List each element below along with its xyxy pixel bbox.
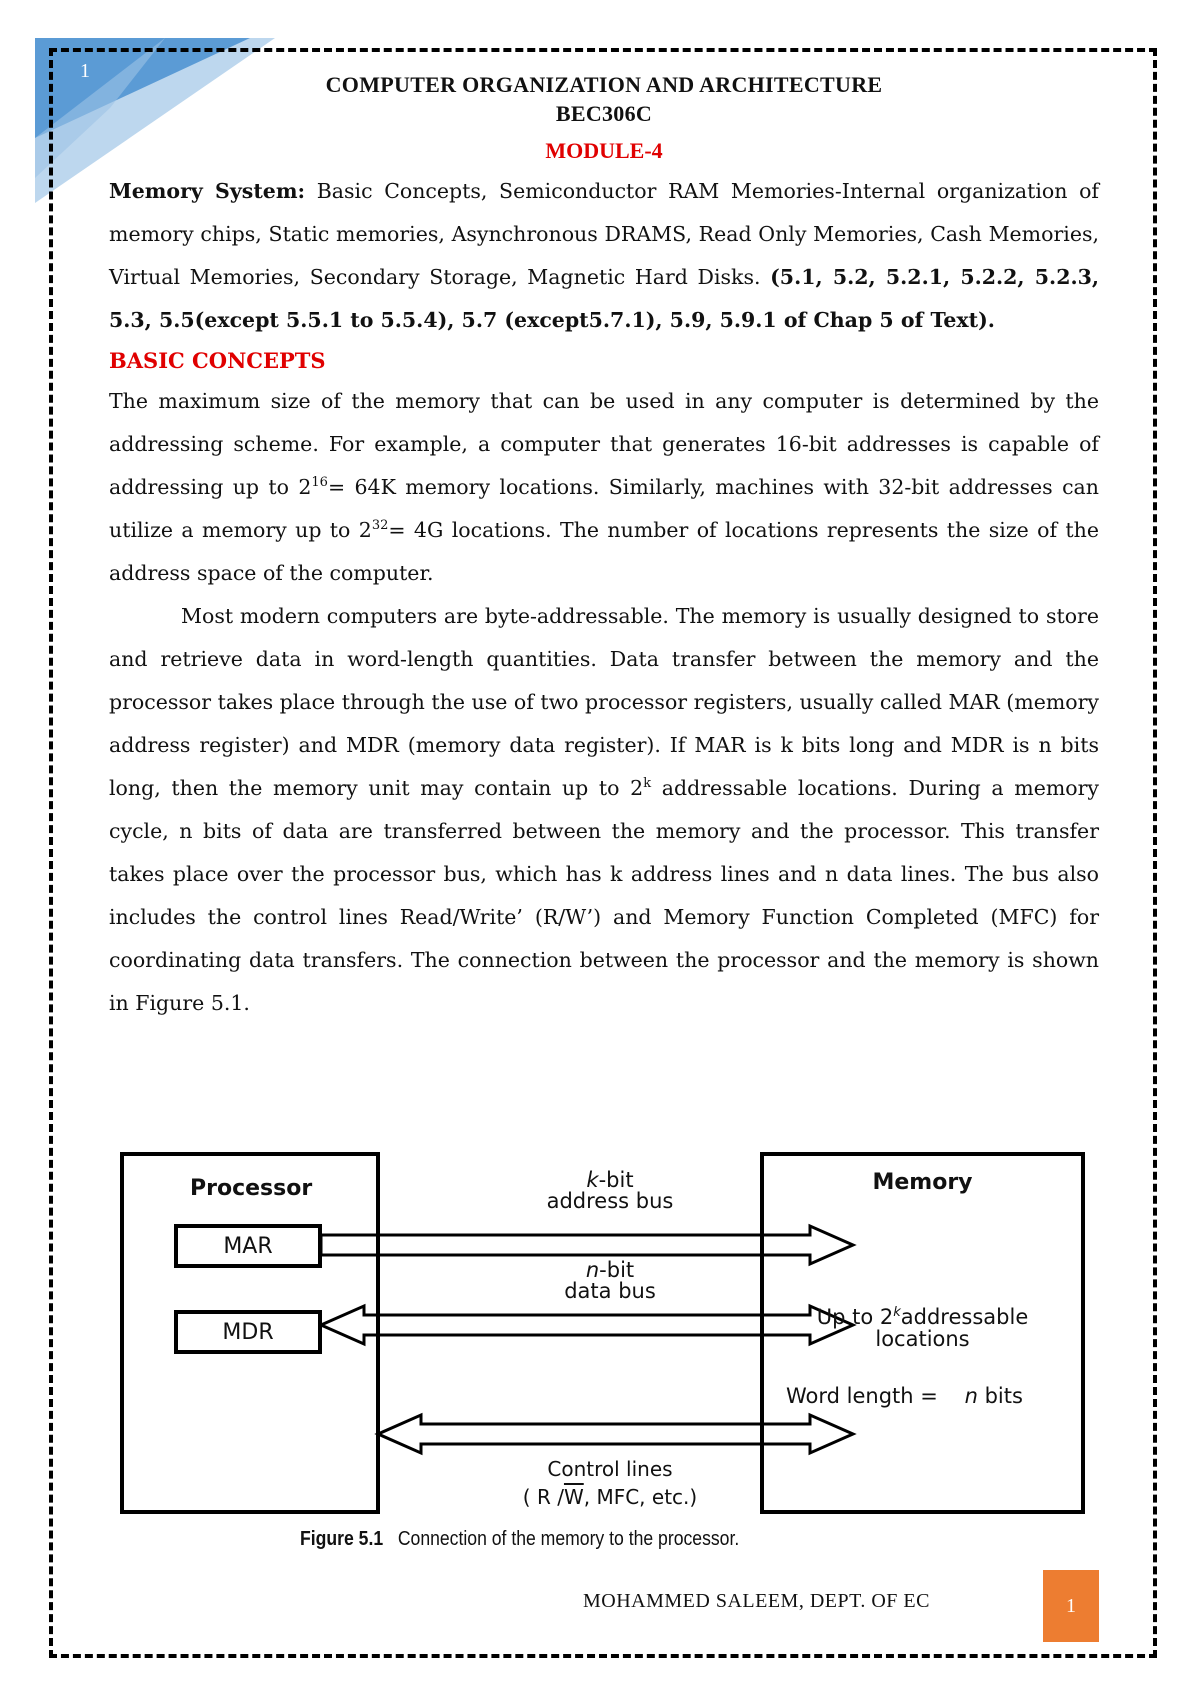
- control-lines-label: [460, 1455, 760, 1511]
- word-length: [786, 1384, 1023, 1408]
- word-length-label: Word length =: [786, 1384, 938, 1408]
- control-w-bar: $\overline{W}$: [563, 1485, 584, 1509]
- address-bus-var: k: [586, 1168, 599, 1192]
- data-bus-name: data bus: [564, 1279, 656, 1303]
- footer-author: MOHAMMED SALEEM, DEPT. OF EC: [583, 1590, 930, 1612]
- mar-register: MAR: [174, 1224, 322, 1268]
- address-bus-width: -bit: [598, 1168, 634, 1192]
- figure-processor-memory-connection: [120, 1152, 1085, 1514]
- word-length-var: n: [964, 1384, 978, 1408]
- data-bus-width: -bit: [599, 1258, 635, 1282]
- control-lines-title: Control lines: [547, 1457, 673, 1481]
- module-heading: MODULE-4: [545, 138, 663, 163]
- caption-number: Figure 5.1: [300, 1528, 384, 1550]
- address-bus-name: address bus: [546, 1189, 674, 1213]
- capacity-suffix: addressable: [900, 1305, 1029, 1329]
- section-heading-basic-concepts: BASIC CONCEPTS: [109, 348, 326, 373]
- document-title: COMPUTER ORGANIZATION AND ARCHITECTURE: [325, 72, 883, 97]
- para2-text-b: addressable locations. During a memory cycle, n bits of data are transferred between the memory and the processor. This transfer takes place over the processor bus, which has k address lines and n data lines. The bus also includes the control lines Read/Write’ (R/W’) and Memory Function Completed (MFC) for coordinating data transfers. The connection between the processor and the memory is shown in Figure 5.1.: [109, 776, 1100, 1015]
- syllabus-topics: Basic Concepts, Semiconductor RAM Memories-Internal organization of memory chips, Static memories, Asynchronous DRAMS, Read Only Memories, Cash Memories, Virtual Memories, Secondary Storage, Magnetic Hard Disks.: [109, 179, 1099, 289]
- mdr-register: MDR: [174, 1310, 322, 1354]
- para2-exponent-k: k: [643, 776, 652, 792]
- syllabus-sections: (5.1, 5.2, 5.2.1, 5.2.2, 5.2.3, 5.3, 5.5(except 5.5.1 to 5.5.4), 5.7 (except5.7.1), 5.9, 5.9.1 of Chap 5 of Text).: [109, 265, 1100, 332]
- para1-text-b: = 64K memory locations. Similarly, machines with 32-bit addresses can utilize a memory up to 2: [109, 475, 1099, 542]
- syllabus-label: Memory System:: [109, 179, 306, 203]
- memory-capacity: [764, 1306, 1081, 1350]
- para2-text-a: Most modern computers are byte-addressable. The memory is usually designed to store and retrieve data in word-length quantities. Data transfer between the memory and the processor takes place through the use of two processor registers, usually called MAR (memory address register) and MDR (memory data register). If MAR is k bits long and MDR is n bits long, then the memory unit may contain up to 2: [109, 604, 1099, 800]
- figure-caption: [300, 1528, 739, 1551]
- capacity-locations: locations: [875, 1327, 970, 1351]
- header-page-number: 1: [80, 60, 90, 82]
- word-length-unit: bits: [977, 1384, 1023, 1408]
- capacity-exponent: k: [893, 1305, 901, 1320]
- paragraph-byte-addressable: [109, 595, 1099, 1025]
- control-rest: , MFC, etc.): [583, 1485, 698, 1509]
- course-code: BEC306C: [555, 101, 653, 126]
- data-bus-var: n: [585, 1258, 600, 1282]
- syllabus-paragraph: [109, 170, 1099, 342]
- address-bus-label: [490, 1170, 730, 1212]
- control-r: ( R /: [522, 1485, 564, 1509]
- para1-exponent-32: 32: [371, 518, 389, 534]
- para1-text-c: = 4G locations. The number of locations represents the size of the address space of the computer.: [109, 518, 1100, 585]
- para1-exponent-16: 16: [311, 475, 328, 491]
- memory-box: [760, 1152, 1085, 1514]
- memory-label: Memory: [872, 1170, 973, 1195]
- footer-page-number: 1: [1043, 1570, 1099, 1642]
- processor-label: Processor: [190, 1176, 313, 1201]
- caption-text: Connection of the memory to the processor.: [397, 1528, 740, 1550]
- paragraph-address-space: [109, 380, 1099, 595]
- capacity-prefix: Up to 2: [816, 1305, 894, 1329]
- para1-text-a: The maximum size of the memory that can be used in any computer is determined by the addressing scheme. For example, a computer that generates 16-bit addresses is capable of addressing up to 2: [109, 389, 1099, 499]
- document-body: [109, 70, 1099, 1025]
- data-bus-label: [490, 1260, 730, 1302]
